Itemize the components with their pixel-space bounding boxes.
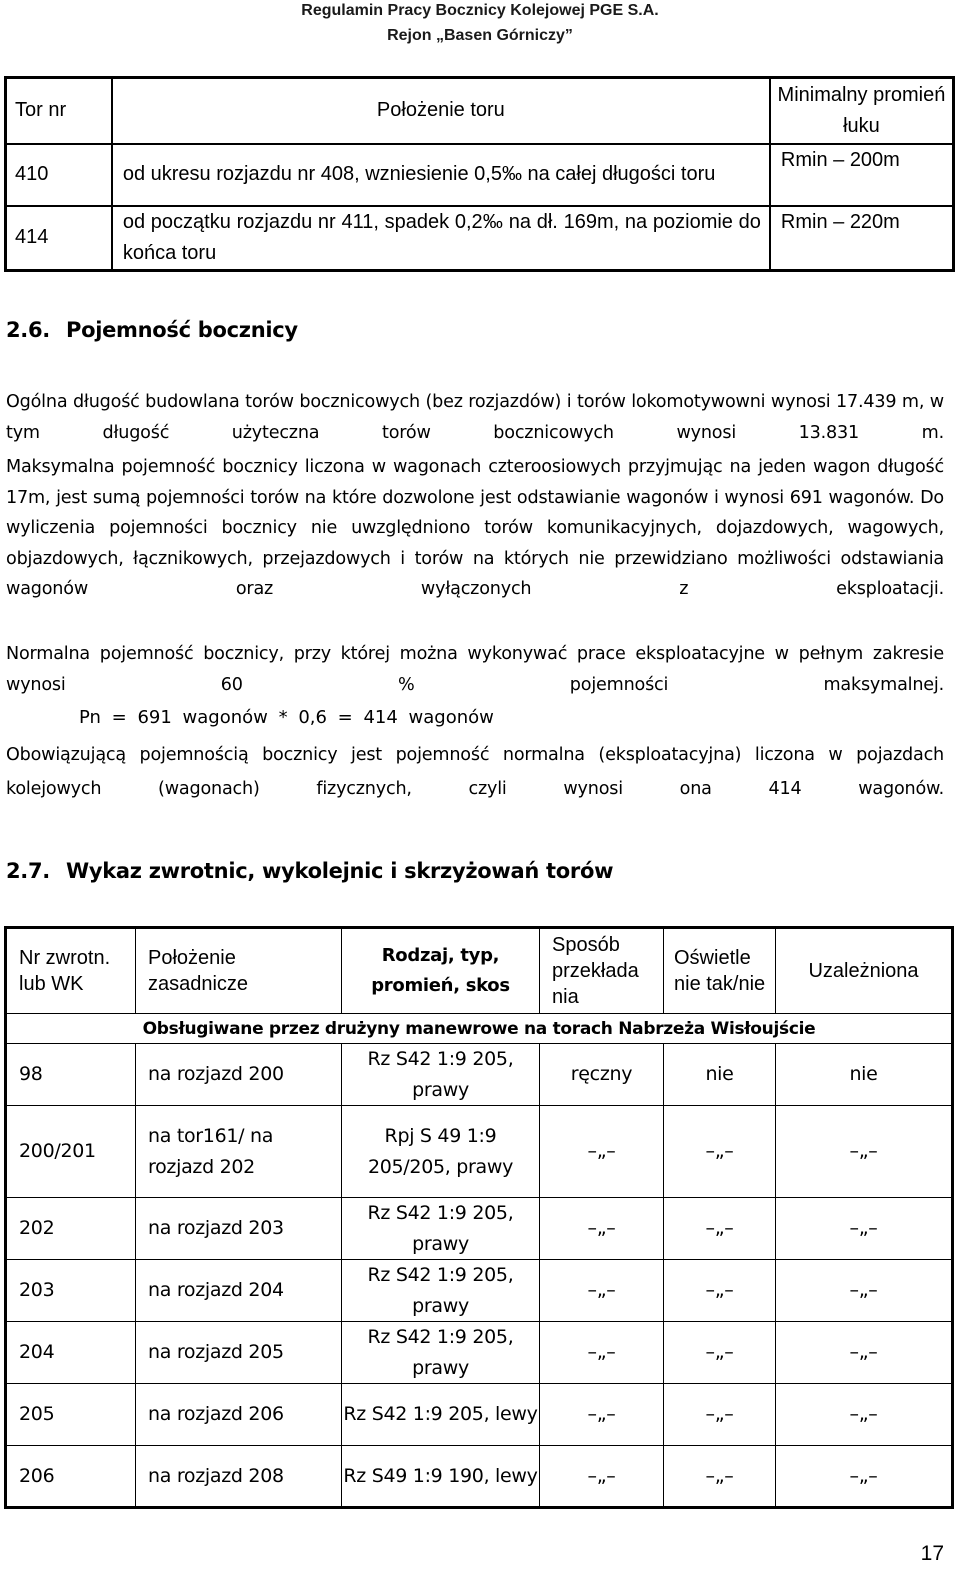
- cell-oswietlenie: –„–: [664, 1260, 776, 1322]
- cell-polozenie: od ukresu rozjazdu nr 408, wzniesienie 0,5‰ na całej długości toru: [112, 144, 770, 206]
- cell-oswietlenie: –„–: [664, 1198, 776, 1260]
- cell-polozenie: na rozjazd 208: [136, 1446, 342, 1508]
- document-header-subtitle: Rejon „Basen Górniczy”: [387, 27, 573, 44]
- cell-tor: 414: [6, 206, 112, 271]
- header-polozenie: Położenie toru: [112, 78, 770, 144]
- table-row: [6, 1384, 953, 1446]
- table-row: [6, 206, 954, 271]
- table-row: [6, 1198, 953, 1260]
- section-title: Pojemność bocznicy: [66, 318, 298, 342]
- section-heading: [6, 859, 613, 883]
- switch-table-subheader: [6, 1014, 953, 1044]
- header-nr-zwrotnicy: Nr zwrotn. lub WK: [6, 928, 136, 1014]
- cell-uzalezniona: nie: [776, 1044, 953, 1106]
- cell-rodzaj: Rz S42 1:9 205, prawy: [342, 1260, 540, 1322]
- header-promien: Minimalny promień łuku: [770, 78, 954, 144]
- paragraph-binding-capacity: Obowiązującą pojemnością bocznicy jest pojemność normalna (eksploatacyjna) liczona w pojazdach kolejowych (wagonach) fizycznych, czyli wynosi ona 414 wagonów.: [6, 745, 944, 799]
- cell-uzalezniona: –„–: [776, 1198, 953, 1260]
- track-table-header: [6, 78, 954, 144]
- table-row: [6, 1044, 953, 1106]
- capacity-formula: Pn = 691 wagonów * 0,6 = 414 wagonów: [79, 707, 494, 728]
- cell-polozenie: od początku rozjazdu nr 411, spadek 0,2‰ na dł. 169m, na poziomie do końca toru: [112, 206, 770, 271]
- switch-table: [4, 926, 954, 1509]
- document-header-title: Regulamin Pracy Bocznicy Kolejowej PGE S.A.: [301, 2, 659, 19]
- cell-uzalezniona: –„–: [776, 1446, 953, 1508]
- header-oswietlenie: Oświetle nie tak/nie: [664, 928, 776, 1014]
- cell-nr: 202: [6, 1198, 136, 1260]
- cell-polozenie: na tor161/ na rozjazd 202: [136, 1106, 342, 1198]
- cell-rodzaj: Rz S42 1:9 205, prawy: [342, 1044, 540, 1106]
- table-row: [6, 1446, 953, 1508]
- cell-tor: 410: [6, 144, 112, 206]
- cell-sposob: –„–: [540, 1260, 664, 1322]
- cell-polozenie: na rozjazd 203: [136, 1198, 342, 1260]
- cell-polozenie: na rozjazd 206: [136, 1384, 342, 1446]
- cell-oswietlenie: –„–: [664, 1446, 776, 1508]
- cell-rodzaj: Rz S42 1:9 205, prawy: [342, 1198, 540, 1260]
- cell-uzalezniona: –„–: [776, 1260, 953, 1322]
- header-rodzaj: Rodzaj, typ, promień, skos: [342, 928, 540, 1014]
- cell-polozenie: na rozjazd 205: [136, 1322, 342, 1384]
- cell-oswietlenie: –„–: [664, 1384, 776, 1446]
- cell-nr: 206: [6, 1446, 136, 1508]
- header-polozenie-zasadnicze: Położenie zasadnicze: [136, 928, 342, 1014]
- cell-uzalezniona: –„–: [776, 1322, 953, 1384]
- cell-nr: 205: [6, 1384, 136, 1446]
- cell-uzalezniona: –„–: [776, 1384, 953, 1446]
- subheader-text: Obsługiwane przez drużyny manewrowe na torach Nabrzeża Wisłoujście: [6, 1014, 953, 1044]
- section-number: 2.7.: [6, 859, 50, 883]
- page-number: 17: [920, 1542, 944, 1565]
- cell-oswietlenie: –„–: [664, 1106, 776, 1198]
- cell-sposob: –„–: [540, 1384, 664, 1446]
- cell-nr: 200/201: [6, 1106, 136, 1198]
- paragraph-max-capacity: Maksymalna pojemność bocznicy liczona w wagonach czteroosiowych przyjmując na jeden wagon długość 17m, jest sumą pojemności torów na które dozwolone jest odstawianie wagonów i wynosi 691 wagonów. Do wyliczenia pojemności bocznicy nie uwzględniono torów komunikacyjnych, dojazdowych, wagowych, objazdowych, łącznikowych, przejazdowych i torów na których nie przewidziano możliwości odstawiania wagonów oraz wyłączonych z eksploatacji.: [6, 457, 944, 599]
- section-number: 2.6.: [6, 318, 50, 342]
- cell-sposob: –„–: [540, 1322, 664, 1384]
- cell-oswietlenie: –„–: [664, 1322, 776, 1384]
- header-uzalezniona: Uzależniona: [776, 928, 953, 1014]
- cell-rodzaj: Rz S49 1:9 190, lewy: [342, 1446, 540, 1508]
- cell-rodzaj: Rpj S 49 1:9 205/205, prawy: [342, 1106, 540, 1198]
- table-row: [6, 1260, 953, 1322]
- paragraph-total-length: Ogólna długość budowlana torów bocznicowych (bez rozjazdów) i torów lokomotywowni wynosi 17.439 m, w tym długość użyteczna torów bocznicowych wynosi 13.831 m.: [6, 392, 944, 443]
- switch-table-header: [6, 928, 953, 1014]
- cell-sposob: –„–: [540, 1198, 664, 1260]
- table-row: [6, 144, 954, 206]
- cell-nr: 204: [6, 1322, 136, 1384]
- cell-nr: 203: [6, 1260, 136, 1322]
- header-tor-nr: Tor nr: [6, 78, 112, 144]
- cell-sposob: ręczny: [540, 1044, 664, 1106]
- table-row: [6, 1322, 953, 1384]
- track-table: [4, 76, 955, 272]
- cell-promien: Rmin – 220m: [770, 206, 954, 271]
- cell-polozenie: na rozjazd 204: [136, 1260, 342, 1322]
- header-sposob: Sposób przekłada nia: [540, 928, 664, 1014]
- cell-promien: Rmin – 200m: [770, 144, 954, 206]
- paragraph-normal-capacity: Normalna pojemność bocznicy, przy której można wykonywać prace eksploatacyjne w pełnym zakresie wynosi 60 % pojemności maksymalnej.: [6, 644, 944, 695]
- cell-uzalezniona: –„–: [776, 1106, 953, 1198]
- cell-polozenie: na rozjazd 200: [136, 1044, 342, 1106]
- cell-rodzaj: Rz S42 1:9 205, prawy: [342, 1322, 540, 1384]
- cell-rodzaj: Rz S42 1:9 205, lewy: [342, 1384, 540, 1446]
- section-title: Wykaz zwrotnic, wykolejnic i skrzyżowań torów: [66, 859, 614, 883]
- cell-sposob: –„–: [540, 1446, 664, 1508]
- cell-nr: 98: [6, 1044, 136, 1106]
- cell-oswietlenie: nie: [664, 1044, 776, 1106]
- table-row: [6, 1106, 953, 1198]
- section-heading: [6, 318, 298, 342]
- cell-sposob: –„–: [540, 1106, 664, 1198]
